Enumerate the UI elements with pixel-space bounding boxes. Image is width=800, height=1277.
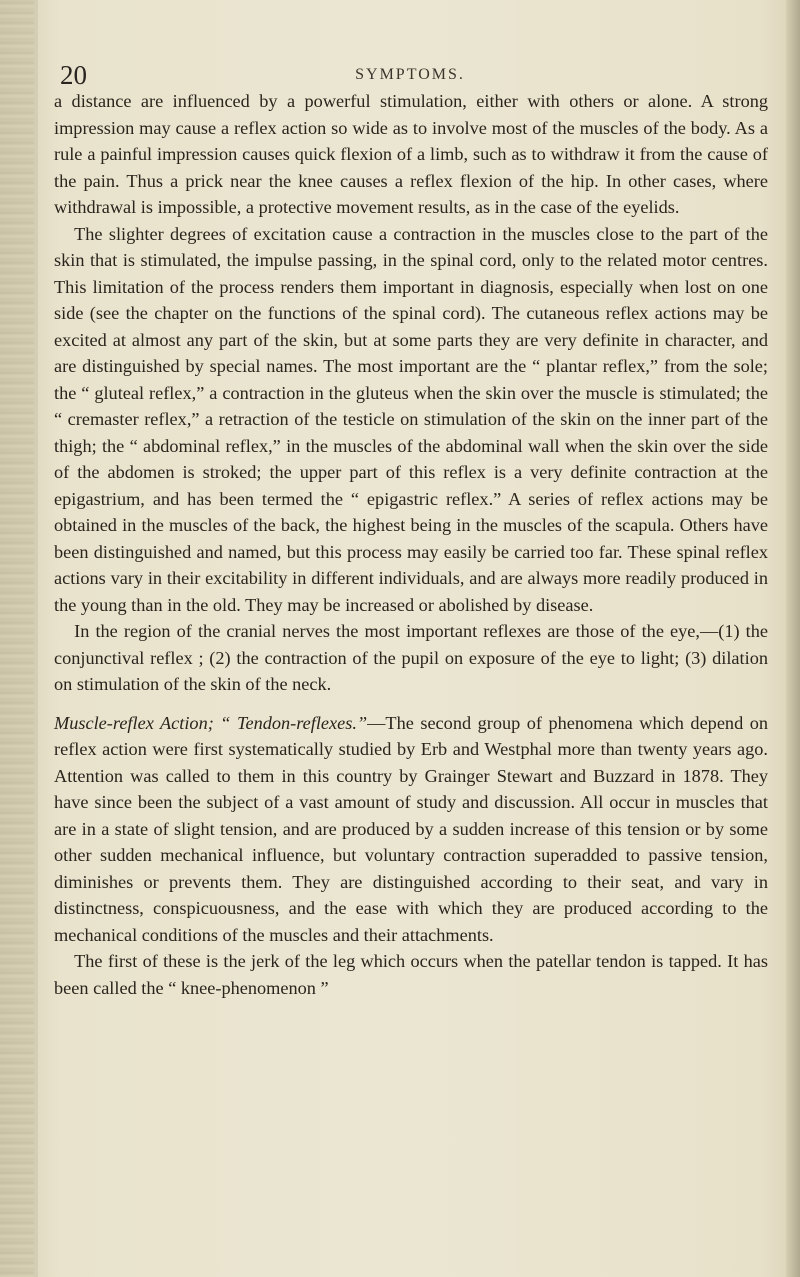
paragraph-muscle-reflex xyxy=(54,710,768,949)
page-number: 20 xyxy=(60,60,87,90)
running-head: SYMPTOMS. xyxy=(355,66,465,83)
paragraph-cranial-reflexes: In the region of the cranial nerves the most important reflexes are those of the eye,—(1) the conjunctival reflex ; (2) the contraction of the pupil on exposure of the eye to light; (3) dilation on stimulation of the skin of the neck. xyxy=(54,621,768,694)
body-text xyxy=(54,88,768,1001)
page-right-edge xyxy=(786,0,800,1277)
paragraph-cutaneous-reflexes: The slighter degrees of excitation cause a contraction in the muscles close to the part of the skin that is stimulated, the impulse passing, in the spinal cord, only to the related motor centres. This limitation of the process renders them important in diagnosis, especially when lost on one side (see the chapter on the functions of the spinal cord). The cutaneous reflex actions may be excited at almost any part of the skin, but at some parts they are very definite in character, and are distinguished by special names. The most important are the “ plantar reflex,” from the sole; the “ gluteal reflex,” a contraction in the gluteus when the skin over the muscle is stimulated; the “ cremaster reflex,” a retraction of the testicle on stimulation of the skin on the inner part of the thigh; the “ abdominal reflex,” in the muscles of the abdominal wall when the skin over the side of the abdomen is stroked; the upper part of this reflex is a very definite contraction at the epigastrium, and has been termed the “ epigastric reflex.” A series of reflex actions may be obtained in the muscles of the back, the highest being in the muscles of the scapula. Others have been distinguished and named, but this process may easily be carried too far. These spinal reflex actions vary in their excitability in different individuals, and are always more readily produced in the young than in the old. They may be increased or abolished by disease. xyxy=(54,223,768,615)
section-body: —The second group of phenomena which depend on reflex action were first systematically studied by Erb and Westphal more than twenty years ago. Attention was called to them in this country by Grainger Stewart and Buzzard in 1878. They have since been the subject of a vast amount of study and discussion. All occur in muscles that are in a state of slight tension, and are produced by a sudden increase of this tension or by some other sudden mechanical influence, but voluntary contraction superadded to passive tension, diminishes or prevents them. They are distinguished according to their seat, and vary in distinctness, conspicuousness, and the ease with which they are produced according to the mechanical conditions of the muscles and their attachments. xyxy=(54,712,768,945)
page-binding-edge xyxy=(0,0,34,1277)
paragraph-continuation: a distance are influenced by a powerful stimulation, either with others or alone. A strong impression may cause a reflex action so wide as to involve most of the muscles of the body. As a rule a painful impression causes quick flexion of a limb, such as to withdraw it from the cause of the pain. Thus a prick near the knee causes a reflex flexion of the hip. In other cases, where withdrawal is impossible, a protective movement results, as in the case of the eyelids. xyxy=(54,91,768,217)
paragraph-knee-jerk: The first of these is the jerk of the leg which occurs when the patellar tendon is tapped. It has been called the “ knee-phenomenon ” xyxy=(54,951,768,998)
section-heading: Muscle-reflex Action; “ Tendon-reflexes.” xyxy=(54,712,368,733)
